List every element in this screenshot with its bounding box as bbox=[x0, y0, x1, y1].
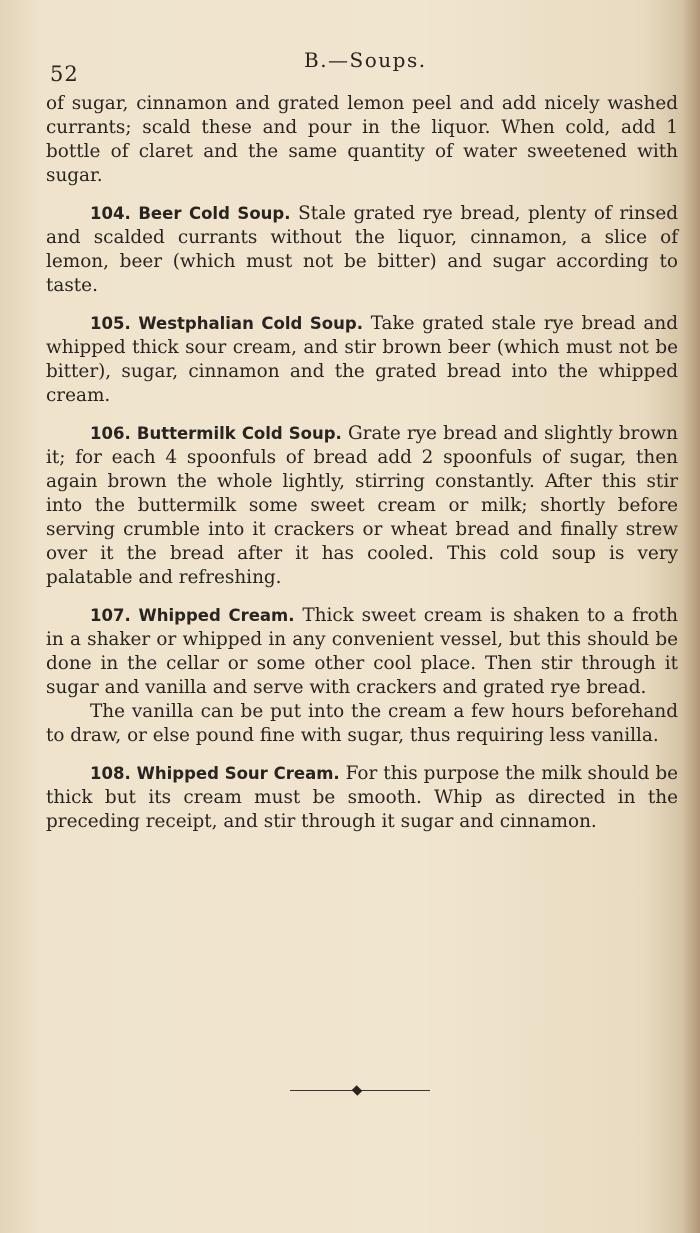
recipe-text: Grate rye bread and slightly brown it; for each 4 spoonfuls of bread add 2 spoonfuls of sugar, then again brown the whole lightly, stirring constantly. After this stir into the buttermilk some sweet cream or milk; shortly before serving crumble into it crackers or wheat bread and finally strew over it the bread after it has cooled. This cold soup is very palatable and refreshing. bbox=[46, 423, 678, 588]
recipe-title: Whipped Cream. bbox=[138, 606, 295, 625]
recipe-107-note: The vanilla can be put into the cream a few hours beforehand to draw, or else pound fine with sugar, thus requiring less vanilla. bbox=[46, 701, 678, 746]
recipe-104 bbox=[46, 202, 678, 298]
page-edge-shadow bbox=[682, 0, 700, 1233]
recipe-text: For this purpose the milk should be thick but its cream must be smooth. Whip as directed in the preceding receipt, and stir through it sugar and cinnamon. bbox=[46, 763, 678, 832]
recipe-106 bbox=[46, 422, 678, 590]
page-number: 52 bbox=[50, 62, 79, 86]
page-body bbox=[46, 92, 678, 848]
recipe-text: Take grated stale rye bread and whipped thick sour cream, and stir brown beer (which must not be bitter), sugar, cinnamon and the grated bread into the whipped cream. bbox=[46, 313, 678, 406]
recipe-title: Whipped Sour Cream. bbox=[136, 764, 340, 783]
recipe-text: Stale grated rye bread, plenty of rinsed and scalded currants without the liquor, cinnamon, a slice of lemon, beer (which must not be bitter) and sugar according to taste. bbox=[46, 203, 678, 296]
recipe-number: 104. bbox=[90, 204, 131, 223]
recipe-title: Westphalian Cold Soup. bbox=[138, 314, 363, 333]
recipe-107 bbox=[46, 604, 678, 700]
recipe-number: 106. bbox=[90, 424, 131, 443]
recipe-title: Beer Cold Soup. bbox=[138, 204, 291, 223]
recipe-title: Buttermilk Cold Soup. bbox=[136, 424, 342, 443]
recipe-108 bbox=[46, 762, 678, 834]
recipe-text: Thick sweet cream is shaken to a froth in a shaker or whipped in any convenient vessel, but this should be done in the cellar or some other cool place. Then stir through it sugar and vanilla and serve with crackers and grated rye bread. bbox=[46, 605, 678, 698]
rule-ornament bbox=[352, 1085, 363, 1096]
recipe-number: 105. bbox=[90, 314, 131, 333]
page-header bbox=[50, 48, 670, 86]
recipe-number: 107. bbox=[90, 606, 131, 625]
recipe-105 bbox=[46, 312, 678, 408]
continuation-paragraph: of sugar, cinnamon and grated lemon peel and add nicely washed currants; scald these and pour in the liquor. When cold, add 1 bottle of claret and the same quantity of water sweetened with sugar. bbox=[46, 93, 678, 186]
recipe-number: 108. bbox=[90, 764, 131, 783]
running-head: B.—Soups. bbox=[304, 48, 427, 72]
